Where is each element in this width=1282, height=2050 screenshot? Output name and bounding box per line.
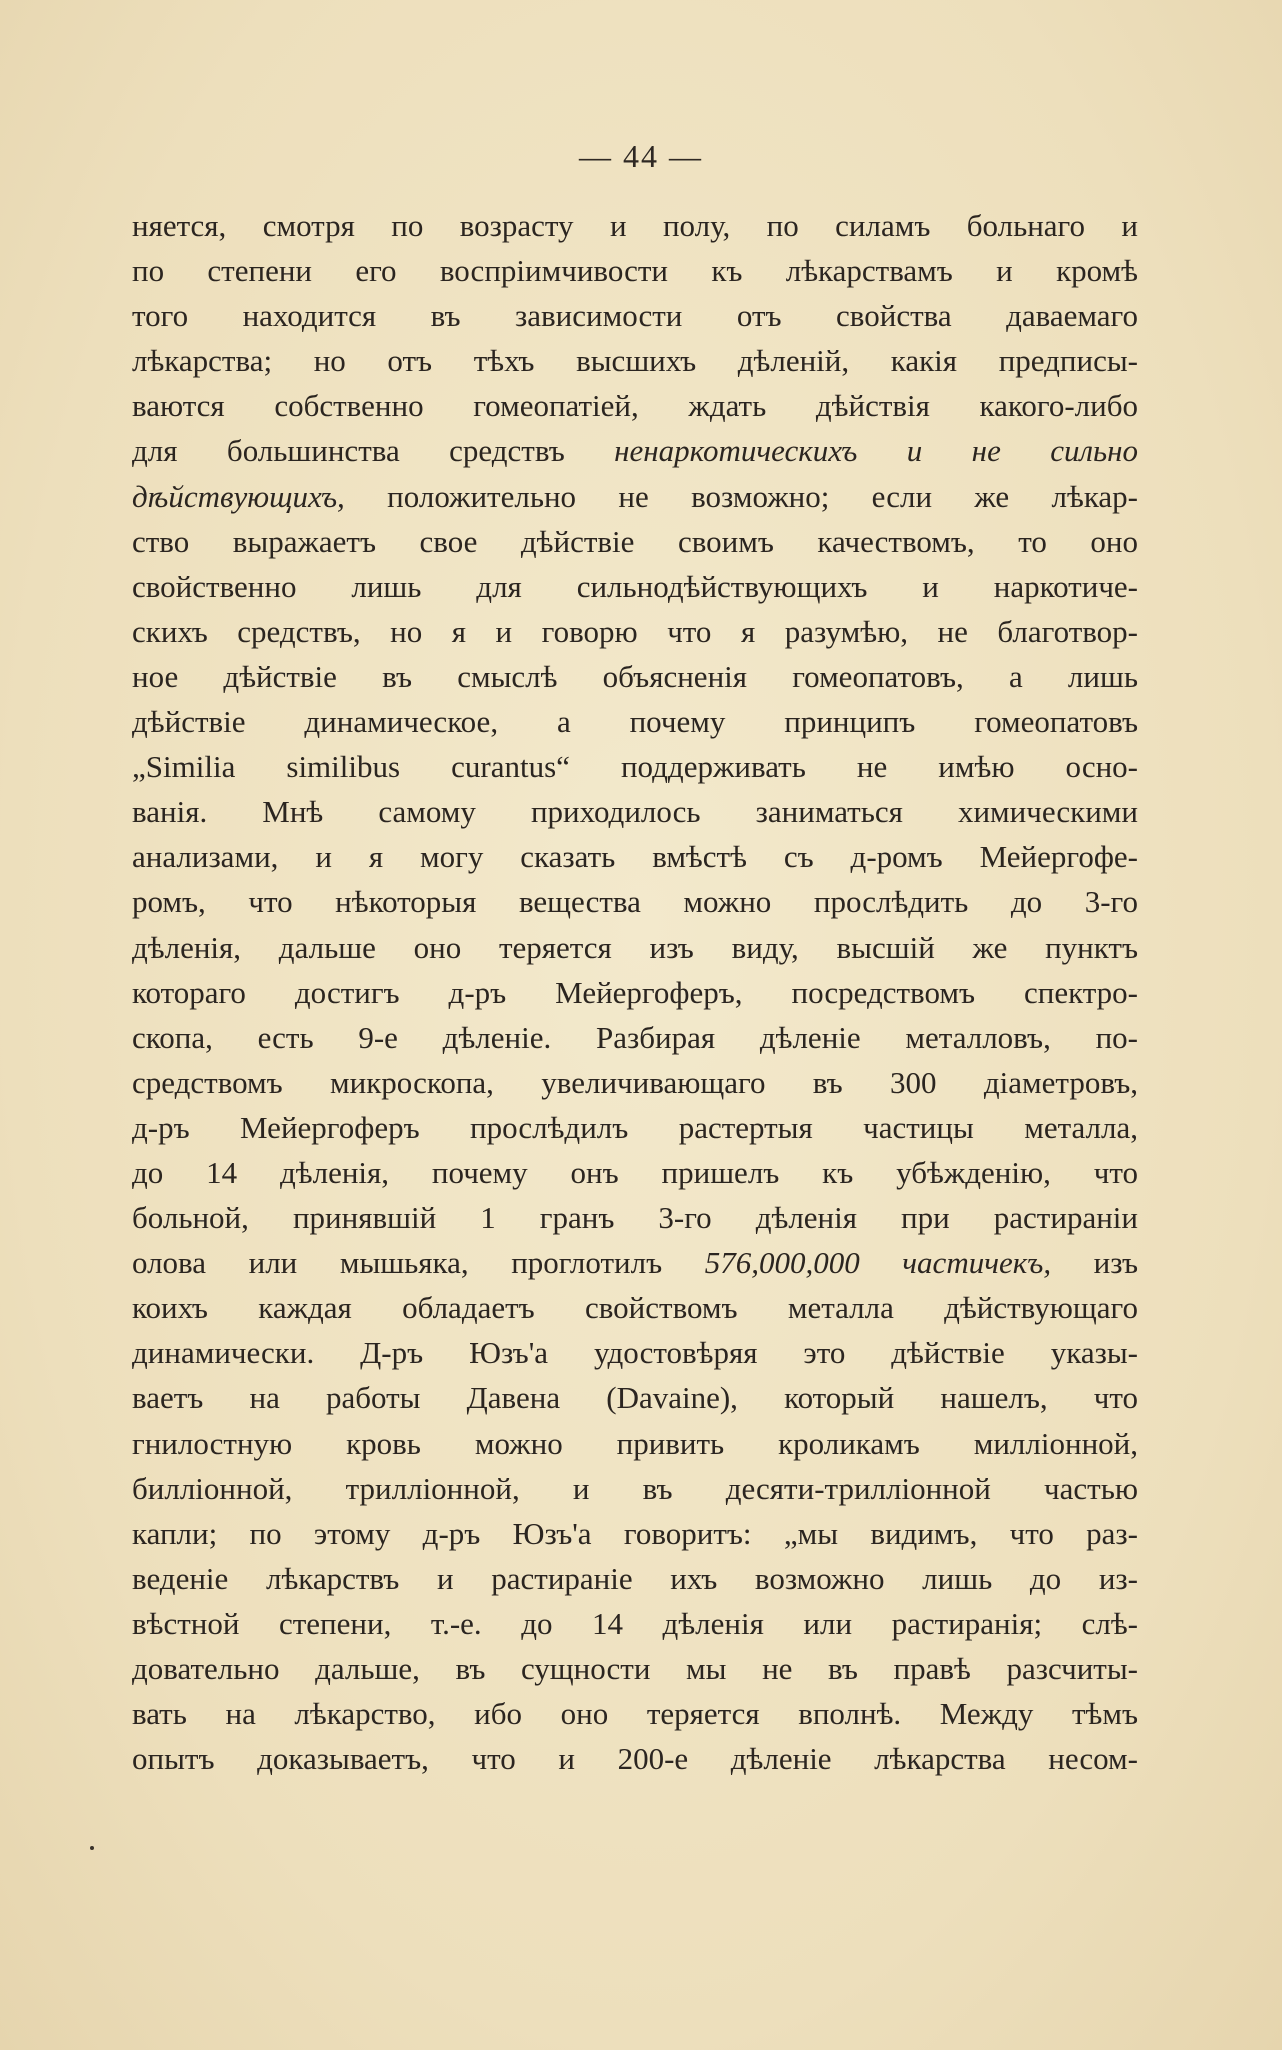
paper-speck bbox=[90, 1846, 94, 1850]
text-line bbox=[132, 428, 1138, 473]
body-text bbox=[132, 203, 1138, 1781]
text-segment: свойственно лишь для сильнодѣйствующихъ и наркотиче- bbox=[132, 568, 1138, 604]
text-line bbox=[132, 1015, 1138, 1060]
text-segment: капли; по этому д-ръ Юзъ'а говоритъ: „мы видимъ, что раз- bbox=[132, 1515, 1138, 1551]
text-line bbox=[132, 1691, 1138, 1736]
text-segment: ваетъ на работы Давена (Davaine), который нашелъ, что bbox=[132, 1380, 1138, 1416]
text-segment: довательно дальше, въ сущности мы не въ правѣ разсчиты- bbox=[132, 1651, 1138, 1686]
text-segment: скопа, есть 9-е дѣленіе. Разбирая дѣленіе металловъ, по- bbox=[132, 1019, 1138, 1055]
text-line bbox=[132, 1466, 1138, 1511]
text-segment: дѣйствіе динамическое, а почему принципъ гомеопатовъ bbox=[132, 704, 1138, 740]
text-segment: средствомъ микроскопа, увеличивающаго въ 300 діаметровъ, bbox=[132, 1064, 1138, 1100]
text-line bbox=[132, 519, 1138, 564]
text-segment: положительно не возможно; если же лѣкар- bbox=[344, 478, 1138, 514]
text-segment: анализами, и я могу сказать вмѣстѣ съ д-ромъ Мейергофе- bbox=[132, 839, 1138, 875]
text-segment: гнилостную кровь можно привить кроликамъ милліонной, bbox=[132, 1425, 1138, 1461]
text-line bbox=[132, 1195, 1138, 1240]
page-number: — 44 — bbox=[579, 138, 703, 174]
text-segment: ромъ, что нѣкоторыя вещества можно прослѣдить до 3-го bbox=[132, 884, 1138, 920]
text-line bbox=[132, 383, 1138, 428]
text-line bbox=[132, 1421, 1138, 1466]
text-segment: опытъ доказываетъ, что и 200-е дѣленіе лѣкарства несом- bbox=[132, 1741, 1138, 1777]
text-segment: для большинства средствъ bbox=[132, 433, 615, 469]
italic-text: ненаркотическихъ и не сильно bbox=[614, 433, 1138, 469]
text-line bbox=[132, 925, 1138, 970]
text-line bbox=[132, 1511, 1138, 1556]
text-line bbox=[132, 699, 1138, 744]
text-line bbox=[132, 609, 1138, 654]
text-line bbox=[132, 1646, 1138, 1691]
text-line bbox=[132, 1601, 1138, 1646]
text-line bbox=[132, 654, 1138, 699]
text-line bbox=[132, 564, 1138, 609]
text-line bbox=[132, 474, 1138, 519]
text-line bbox=[132, 1105, 1138, 1150]
text-segment: вать на лѣкарство, ибо оно теряется вполнѣ. Между тѣмъ bbox=[132, 1696, 1138, 1732]
text-segment: ванія. Мнѣ самому приходилось заниматься химическими bbox=[132, 794, 1138, 830]
text-line bbox=[132, 1240, 1138, 1285]
text-line bbox=[132, 789, 1138, 834]
italic-text: 576,000,000 частичекъ, bbox=[704, 1245, 1052, 1281]
text-line bbox=[132, 293, 1138, 338]
text-segment: „Similia similibus curantus“ поддерживать не имѣю осно- bbox=[132, 749, 1138, 785]
text-line bbox=[132, 879, 1138, 924]
text-segment: ваются собственно гомеопатіей, ждать дѣйствія какого-либо bbox=[132, 388, 1138, 424]
text-line bbox=[132, 1285, 1138, 1330]
text-line bbox=[132, 1556, 1138, 1601]
text-segment: д-ръ Мейергоферъ прослѣдилъ растертыя частицы металла, bbox=[132, 1109, 1138, 1145]
text-segment: билліонной, трилліонной, и въ десяти-трилліонной частью bbox=[132, 1470, 1138, 1506]
text-segment: коихъ каждая обладаетъ свойствомъ металла дѣйствующаго bbox=[132, 1290, 1138, 1326]
text-segment: скихъ средствъ, но я и говорю что я разумѣю, не благотвор- bbox=[132, 613, 1138, 649]
text-segment: няется, смотря по возрасту и полу, по силамъ больнаго и bbox=[132, 208, 1138, 243]
text-segment: до 14 дѣленія, почему онъ пришелъ къ убѣжденію, что bbox=[132, 1154, 1138, 1190]
text-segment: ное дѣйствіе въ смыслѣ объясненія гомеопатовъ, а лишь bbox=[132, 658, 1138, 694]
text-segment: изъ bbox=[1051, 1245, 1138, 1281]
text-line bbox=[132, 1330, 1138, 1375]
text-line bbox=[132, 744, 1138, 789]
text-line bbox=[132, 1736, 1138, 1781]
text-segment: лѣкарства; но отъ тѣхъ высшихъ дѣленій, какія предписы- bbox=[132, 343, 1138, 379]
text-line bbox=[132, 203, 1138, 248]
text-segment: веденіе лѣкарствъ и растираніе ихъ возможно лишь до из- bbox=[132, 1560, 1138, 1596]
text-line bbox=[132, 338, 1138, 383]
text-segment: олова или мышьяка, проглотилъ bbox=[132, 1245, 705, 1281]
text-line bbox=[132, 248, 1138, 293]
text-line bbox=[132, 1375, 1138, 1420]
italic-text: дѣйствующихъ, bbox=[132, 478, 345, 514]
text-line bbox=[132, 1150, 1138, 1195]
text-segment: вѣстной степени, т.-е. до 14 дѣленія или растиранія; слѣ- bbox=[132, 1605, 1138, 1641]
text-segment: динамически. Д-ръ Юзъ'а удостовѣряя это дѣйствіе указы- bbox=[132, 1335, 1138, 1371]
text-segment: ство выражаетъ свое дѣйствіе своимъ качествомъ, то оно bbox=[132, 523, 1138, 559]
text-segment: по степени его воспріимчивости къ лѣкарствамъ и кромѣ bbox=[132, 253, 1138, 289]
text-segment: дѣленія, дальше оно теряется изъ виду, высшій же пунктъ bbox=[132, 929, 1138, 965]
text-segment: больной, принявшій 1 гранъ 3-го дѣленія при растираніи bbox=[132, 1200, 1138, 1236]
text-line bbox=[132, 970, 1138, 1015]
text-segment: того находится въ зависимости отъ свойства даваемаго bbox=[132, 298, 1138, 334]
text-segment: котораго достигъ д-ръ Мейергоферъ, посредствомъ спектро- bbox=[132, 974, 1138, 1010]
text-line bbox=[132, 834, 1138, 879]
text-line bbox=[132, 1060, 1138, 1105]
